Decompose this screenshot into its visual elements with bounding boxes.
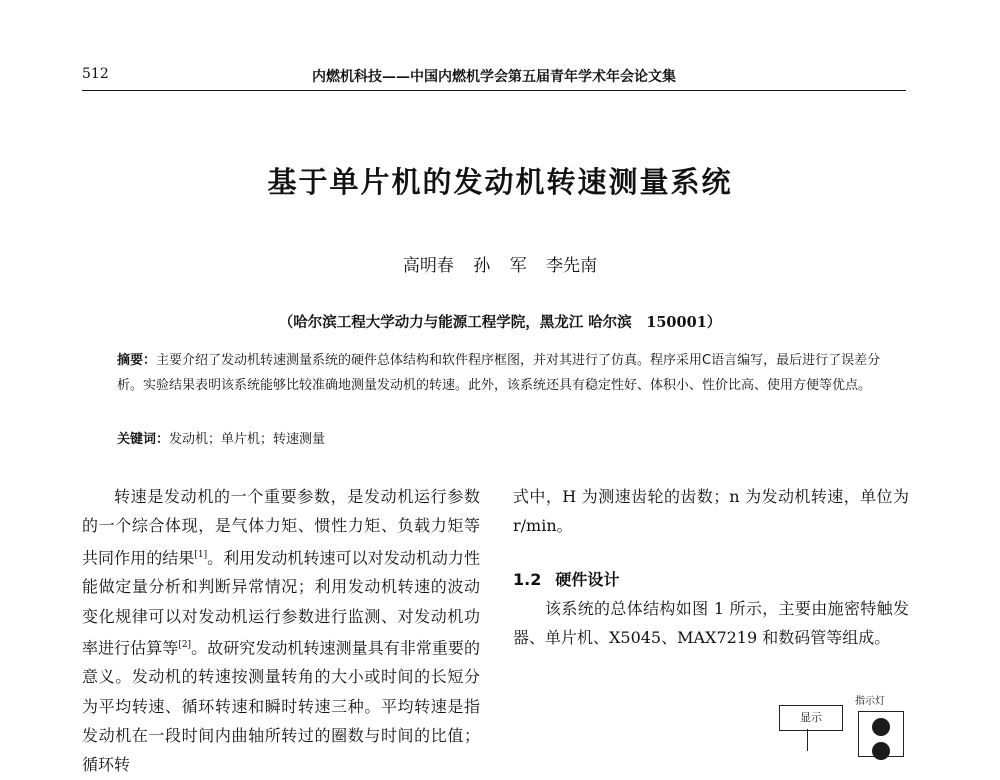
body-right-column bbox=[513, 482, 909, 541]
running-head bbox=[82, 62, 906, 91]
formula-note: 式中，H 为测速齿轮的齿数；n 为发动机转速，单位为 r/min。 bbox=[513, 487, 909, 536]
page-number: 512 bbox=[82, 66, 109, 82]
abstract-text: 主要介绍了发动机转速测量系统的硬件总体结构和软件程序框图，并对其进行了仿真。程序采用C语言编写，最后进行了误差分析。实验结果表明该系统能够比较准确地测量发动机的转速。此外，该系统还具有稳定性好、体积小、性价比高、使用方便等优点。 bbox=[117, 353, 881, 393]
keywords-label: 关键词： bbox=[117, 432, 170, 447]
author-name: 孙 军 bbox=[473, 256, 527, 276]
hardware-paragraph: 该系统的总体结构如图 1 所示，主要由施密特触发器、单片机、X5045、MAX7219 和数码管等组成。 bbox=[513, 599, 909, 648]
paper-title: 基于单片机的发动机转速测量系统 bbox=[267, 165, 733, 199]
body-text: 转速是发动机的一个重要参数，是发动机运行参数的一个综合体现，是气体力矩、惯性力矩、负载力矩等共同作用的结果 bbox=[82, 487, 480, 567]
body-left-column bbox=[82, 482, 480, 780]
indicator-lamp bbox=[872, 742, 890, 760]
citation: [1] bbox=[194, 549, 208, 560]
indicator-label: 指示灯 bbox=[855, 696, 885, 707]
citation: [2] bbox=[178, 639, 192, 650]
keywords-text: 发动机；单片机；转速测量 bbox=[169, 432, 326, 447]
section-number: 1.2 bbox=[513, 570, 542, 589]
affiliation: （哈尔滨工程大学动力与能源工程学院，黑龙江 哈尔滨 150001） bbox=[278, 314, 722, 331]
abstract bbox=[117, 348, 887, 398]
abstract-label: 摘要： bbox=[117, 353, 157, 368]
section-heading bbox=[513, 567, 619, 590]
display-block: 显示 bbox=[779, 705, 843, 731]
indicator-block bbox=[858, 711, 904, 757]
indicator-lamp bbox=[872, 718, 890, 736]
author-name: 高明春 bbox=[402, 256, 454, 276]
body-text: 。利用发动机转速可以对发动机动力性能做定量分析和判断异常情况；利用发动机转速的波动变化规律可以对发动机运行参数进行监测、对发动机功率进行估算等 bbox=[82, 547, 480, 658]
journal-title: 内燃机科技——中国内燃机学会第五届青年学术年会论文集 bbox=[312, 69, 676, 85]
keywords bbox=[117, 428, 887, 447]
body-text: 。故研究发动机转速测量具有非常重要的意义。发动机的转速按测量转角的大小或时间的长短分为平均转速、循环转速和瞬时转速三种。平均转速是指发动机在一段时间内曲轴所转过的圈数与时间的比值；循环转 bbox=[82, 638, 480, 775]
connector-line bbox=[807, 729, 808, 751]
author-list bbox=[0, 251, 1000, 276]
author-name: 李先南 bbox=[546, 256, 598, 276]
section-title: 硬件设计 bbox=[555, 570, 620, 589]
